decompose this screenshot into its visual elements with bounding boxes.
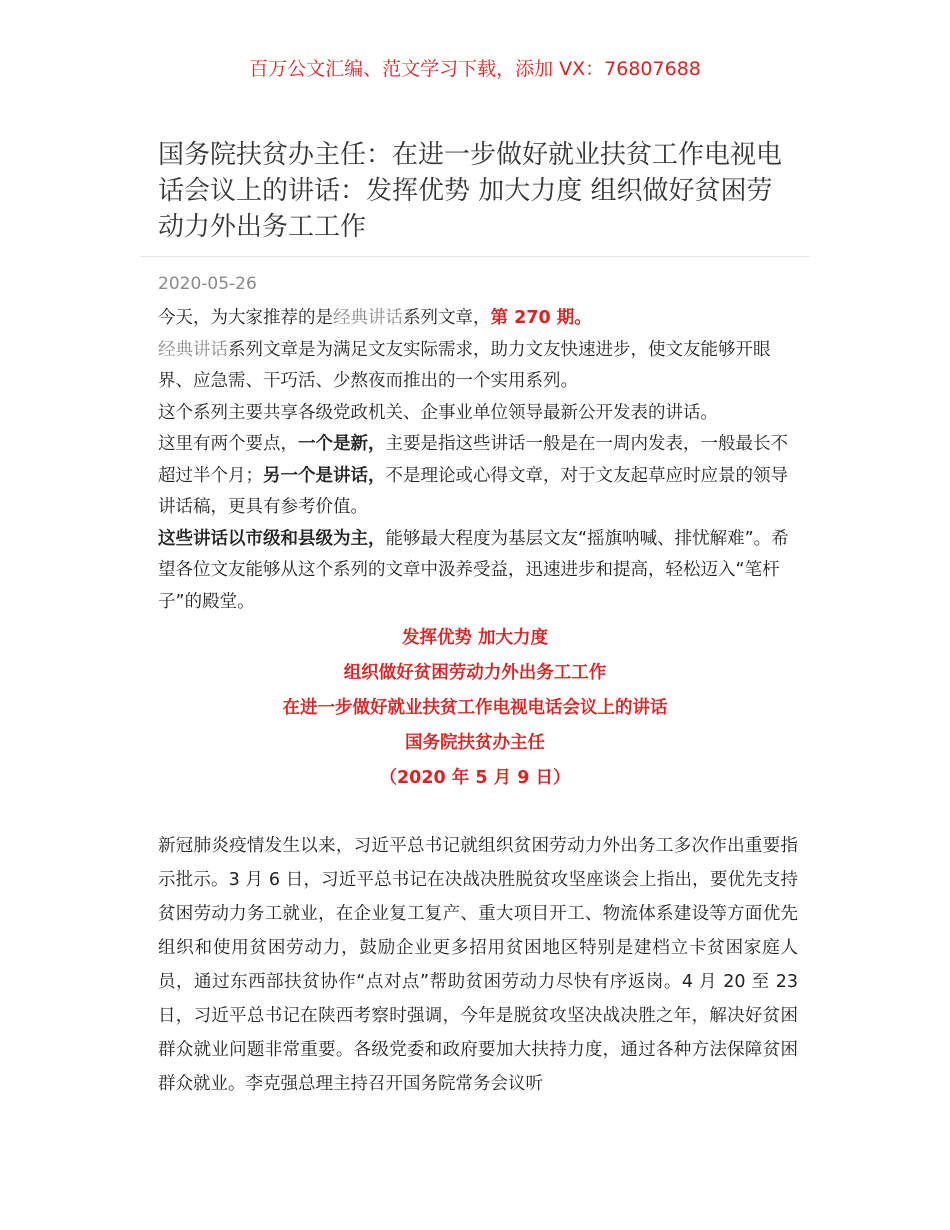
intro-paragraph-4 [158, 429, 798, 524]
speech-heading-line-2: 组织做好贫困劳动力外出务工工作 [343, 663, 607, 683]
intro-text: 系列文章， [403, 308, 491, 328]
intro-section [158, 303, 798, 618]
intro-text: 主要是指这些讲话一般是在一周内发表，一般最长不超过半个月； [158, 434, 788, 486]
intro-text: 系列文章是为满足文友实际需求，助力文友快速进步，使文友能够开眼界、应急需、干巧活、少熬夜而推出的一个实用系列。 [158, 339, 771, 391]
intro-paragraph-2 [158, 335, 798, 398]
intro-text: 不是理论或心得文章，对于文友起草应时应景的领导讲话稿，更具有参考价值。 [158, 465, 788, 517]
key-point-level: 这些讲话以市级和县级为主， [158, 528, 386, 549]
issue-number: 第 270 期。 [490, 308, 592, 328]
speaker-title: 国务院扶贫办主任 [405, 733, 545, 753]
speech-date: （2020 年 5 月 9 日） [379, 768, 571, 788]
series-name: 经典讲话 [333, 308, 403, 328]
intro-paragraph-1 [158, 303, 798, 335]
intro-text: 这里有两个要点， [158, 434, 298, 454]
title-divider [140, 256, 810, 257]
intro-text: 能够最大程度为基层文友“摇旗呐喊、排忧解难”。希望各位文友能够从这个系列的文章中汲养受益，迅速进步和提高，轻松迈入“笔杆子”的殿堂。 [158, 528, 789, 612]
speech-heading [158, 621, 792, 796]
intro-text: 今天，为大家推荐的是 [158, 308, 333, 328]
key-point-speech: 另一个是讲话， [263, 465, 386, 486]
speech-heading-line-3: 在进一步做好就业扶贫工作电视电话会议上的讲话 [282, 698, 668, 718]
intro-paragraph-5 [158, 524, 798, 619]
key-point-new: 一个是新， [298, 434, 386, 454]
promo-banner: 百万公文汇编、范文学习下载，添加 VX：76807688 [249, 58, 701, 80]
article-title: 国务院扶贫办主任：在进一步做好就业扶贫工作电视电话会议上的讲话：发挥优势 加大力度 组织做好贫困劳动力外出务工工作 [158, 140, 783, 242]
intro-paragraph-3: 这个系列主要共享各级党政机关、企事业单位领导最新公开发表的讲话。 [158, 402, 718, 423]
speech-body [158, 829, 798, 1101]
body-paragraph-1: 新冠肺炎疫情发生以来，习近平总书记就组织贫困劳动力外出务工多次作出重要指示批示。3 月 6 日，习近平总书记在决战决胜脱贫攻坚座谈会上指出，要优先支持贫困劳动力务工就业，在企业复工复产、重大项目开工、物流体系建设等方面优先组织和使用贫困劳动力，鼓励企业更多招用贫困地区特别是建档立卡贫困家庭人员，通过东西部扶贫协作“点对点”帮助贫困劳动力尽快有序返岗。4 月 20 至 23 日，习近平总书记在陕西考察时强调，今年是脱贫攻坚决战决胜之年，解决好贫困群众就业问题非常重要。各级党委和政府要加大扶持力度，通过各种方法保障贫困群众就业。李克强总理主持召开国务院常务会议听 [158, 836, 798, 1094]
series-name: 经典讲话 [158, 339, 228, 360]
publish-date: 2020-05-26 [158, 274, 257, 294]
speech-heading-line-1: 发挥优势 加大力度 [401, 628, 549, 648]
